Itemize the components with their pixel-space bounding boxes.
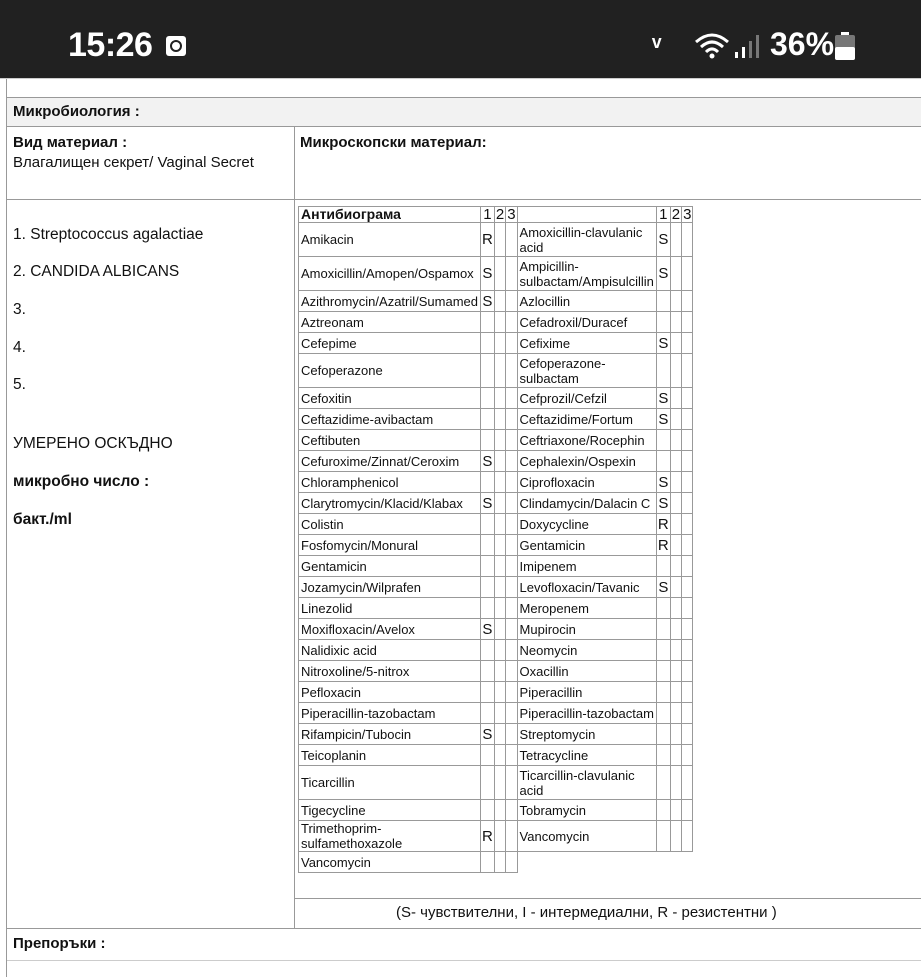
table-row — [299, 223, 693, 257]
result-cell — [481, 852, 495, 873]
result-cell — [670, 577, 681, 598]
antibiotic-name: Ticarcillin-clavulanic acid — [517, 766, 656, 800]
table-row — [299, 619, 693, 640]
result-cell: S — [482, 452, 493, 470]
antibiotic-name: Trimethoprim-sulfamethoxazole — [299, 821, 481, 852]
result-cell — [481, 388, 495, 409]
result-cell: S — [482, 494, 493, 512]
result-cell — [494, 514, 505, 535]
result-cell — [506, 640, 517, 661]
mute-icon: ᵛ — [652, 30, 662, 60]
material-value: Влагалищен секрет/ Vaginal Secret — [13, 154, 254, 171]
table-row — [299, 257, 693, 291]
divider — [294, 898, 921, 899]
table-row — [299, 661, 693, 682]
result-cell: S — [481, 257, 495, 291]
result-cell — [506, 682, 517, 703]
result-cell — [494, 852, 505, 873]
antibiotic-name: Cefprozil/Cefzil — [517, 388, 656, 409]
result-cell — [656, 703, 670, 724]
result-cell — [682, 535, 693, 556]
antibiotic-name: Gentamicin — [517, 535, 656, 556]
divider — [294, 126, 295, 200]
result-cell — [682, 724, 693, 745]
table-row — [299, 409, 693, 430]
result-cell — [670, 257, 681, 291]
table-row — [299, 388, 693, 409]
result-cell — [670, 556, 681, 577]
result-cell — [682, 821, 693, 852]
result-cell — [506, 619, 517, 640]
result-cell — [481, 333, 495, 354]
divider — [294, 200, 295, 928]
antibiotic-name: Pefloxacin — [299, 682, 481, 703]
table-row — [299, 766, 693, 800]
table-row — [299, 430, 693, 451]
result-cell — [682, 556, 693, 577]
table-row — [299, 640, 693, 661]
result-cell — [494, 661, 505, 682]
result-cell — [670, 745, 681, 766]
antibiotic-name: Ceftazidime/Fortum — [517, 409, 656, 430]
antibiotic-name: Meropenem — [517, 598, 656, 619]
result-cell — [670, 514, 681, 535]
result-cell — [682, 640, 693, 661]
antibiotic-name: Amoxicillin-clavulanic acid — [517, 223, 656, 257]
table-row — [299, 852, 693, 873]
table-row — [299, 800, 693, 821]
status-bar — [0, 0, 921, 78]
table-row — [299, 493, 693, 514]
table-row — [299, 745, 693, 766]
result-cell — [506, 577, 517, 598]
result-cell — [494, 223, 505, 257]
table-row — [299, 451, 693, 472]
result-cell — [481, 800, 495, 821]
material-label: Вид материал : — [13, 134, 128, 151]
result-cell: S — [482, 620, 493, 638]
antibiotic-name: Neomycin — [517, 640, 656, 661]
column-header: 1 — [656, 207, 670, 223]
antibiotic-name: Vancomycin — [517, 821, 656, 852]
result-cell — [656, 682, 670, 703]
lab-report — [0, 78, 921, 977]
result-cell — [656, 430, 670, 451]
result-cell — [682, 514, 693, 535]
result-cell — [506, 535, 517, 556]
count-label: микробно число : — [13, 473, 150, 490]
result-cell — [481, 598, 495, 619]
antibiotic-name: Cefepime — [299, 333, 481, 354]
result-cell — [494, 472, 505, 493]
antibiotic-name: Cefuroxime/Zinnat/Ceroxim — [299, 451, 481, 472]
result-cell: R — [481, 821, 495, 852]
result-cell: S — [658, 494, 669, 512]
result-cell — [682, 430, 693, 451]
result-cell — [494, 409, 505, 430]
result-cell — [494, 724, 505, 745]
result-cell — [656, 556, 670, 577]
result-cell — [481, 640, 495, 661]
result-cell — [494, 388, 505, 409]
microbiology-header — [7, 97, 921, 127]
result-cell — [481, 514, 495, 535]
list-item: 1. Streptococcus agalactiae — [13, 226, 204, 243]
result-cell — [506, 745, 517, 766]
antibiotic-name: Ceftibuten — [299, 430, 481, 451]
result-cell — [481, 745, 495, 766]
antibiotic-name: Piperacillin — [517, 682, 656, 703]
result-cell — [656, 640, 670, 661]
table-row — [299, 821, 693, 852]
result-cell — [656, 724, 670, 745]
result-cell — [494, 451, 505, 472]
antibiotic-name: Amikacin — [299, 223, 481, 257]
result-cell — [506, 388, 517, 409]
antibiotic-name: Fosfomycin/Monural — [299, 535, 481, 556]
result-cell — [481, 312, 495, 333]
table-row — [299, 354, 693, 388]
antibiotic-name — [517, 852, 656, 873]
antibiotic-name: Aztreonam — [299, 312, 481, 333]
result-cell — [670, 724, 681, 745]
antibiotic-name: Levofloxacin/Tavanic — [517, 577, 656, 598]
column-header: 2 — [671, 206, 681, 223]
result-cell — [494, 821, 505, 852]
result-cell — [506, 661, 517, 682]
result-cell — [494, 556, 505, 577]
microbiology-title: Микробиология : — [13, 103, 140, 120]
result-cell: R — [657, 515, 669, 533]
result-cell — [656, 766, 670, 800]
battery-percent: 36% — [770, 26, 835, 62]
result-cell — [494, 619, 505, 640]
table-row — [299, 312, 693, 333]
result-cell — [481, 472, 495, 493]
result-cell — [481, 703, 495, 724]
result-cell: S — [658, 334, 669, 352]
table-row — [299, 472, 693, 493]
antibiogram-title: Антибиограма — [299, 207, 481, 223]
result-cell — [682, 409, 693, 430]
status-time: 15:26 — [68, 26, 153, 64]
result-cell — [682, 577, 693, 598]
result-cell — [670, 354, 681, 388]
result-cell — [494, 703, 505, 724]
result-cell — [506, 724, 517, 745]
result-cell — [494, 333, 505, 354]
antibiotic-name: Ceftriaxone/Rocephin — [517, 430, 656, 451]
result-cell — [682, 619, 693, 640]
antibiotic-name: Cefadroxil/Duracef — [517, 312, 656, 333]
result-cell — [656, 312, 670, 333]
antibiotic-name: Azithromycin/Azatril/Sumamed — [299, 291, 481, 312]
result-cell — [494, 257, 505, 291]
antibiotic-name: Tobramycin — [517, 800, 656, 821]
result-cell: R — [481, 223, 495, 257]
result-cell — [682, 800, 693, 821]
result-cell: S — [656, 223, 670, 257]
result-cell — [656, 821, 670, 852]
result-cell: S — [658, 473, 669, 491]
result-cell — [670, 223, 681, 257]
result-cell — [670, 703, 681, 724]
result-cell: R — [657, 536, 669, 554]
table-row — [299, 514, 693, 535]
recommendations-label: Препоръки : — [13, 935, 106, 952]
result-cell — [656, 619, 670, 640]
result-cell — [682, 388, 693, 409]
result-cell — [670, 598, 681, 619]
antibiotic-name: Nalidixic acid — [299, 640, 481, 661]
result-cell — [494, 745, 505, 766]
antibiotic-name: Mupirocin — [517, 619, 656, 640]
result-cell — [506, 800, 517, 821]
antibiotic-name: Rifampicin/Tubocin — [299, 724, 481, 745]
antibiogram-table — [298, 206, 693, 873]
divider — [0, 78, 921, 79]
result-cell — [481, 409, 495, 430]
antibiotic-name: Amoxicillin/Amopen/Ospamox — [299, 257, 481, 291]
result-cell — [682, 766, 693, 800]
result-cell — [670, 291, 681, 312]
antibiotic-name: Vancomycin — [299, 852, 481, 873]
table-row — [299, 291, 693, 312]
left-border — [6, 78, 7, 977]
result-cell — [682, 703, 693, 724]
antibiotic-name: Ticarcillin — [299, 766, 481, 800]
wifi-icon — [692, 30, 732, 60]
table-row — [299, 577, 693, 598]
result-cell — [656, 598, 670, 619]
result-cell — [494, 766, 505, 800]
result-cell — [481, 766, 495, 800]
antibiotic-name: Ampicillin-sulbactam/Ampisulcillin — [517, 257, 656, 291]
result-cell — [682, 291, 693, 312]
table-row — [299, 724, 693, 745]
quantity-text: УМЕРЕНО ОСКЪДНО — [13, 435, 173, 452]
antibiotic-name: Gentamicin — [299, 556, 481, 577]
antibiotic-name: Moxifloxacin/Avelox — [299, 619, 481, 640]
table-row — [299, 556, 693, 577]
result-cell — [682, 223, 693, 257]
result-cell — [506, 223, 517, 257]
result-cell — [656, 800, 670, 821]
result-cell — [670, 388, 681, 409]
antibiotic-name: Piperacillin-tazobactam — [517, 703, 656, 724]
list-item: 4. — [13, 339, 26, 356]
result-cell — [506, 598, 517, 619]
antibiotic-name: Teicoplanin — [299, 745, 481, 766]
list-item: 3. — [13, 301, 26, 318]
column-header: 1 — [481, 207, 495, 223]
antibiotic-name: Ciprofloxacin — [517, 472, 656, 493]
list-item: 2. CANDIDA ALBICANS — [13, 263, 180, 280]
result-cell — [682, 451, 693, 472]
result-cell — [494, 493, 505, 514]
result-cell: S — [658, 410, 669, 428]
result-cell: S — [482, 725, 493, 743]
antibiotic-name: Tigecycline — [299, 800, 481, 821]
antibiotic-name: Oxacillin — [517, 661, 656, 682]
table-header-row — [299, 207, 693, 223]
result-cell — [682, 682, 693, 703]
result-cell — [670, 682, 681, 703]
result-cell — [656, 852, 670, 873]
result-cell: S — [656, 257, 670, 291]
result-cell — [670, 312, 681, 333]
antibiotic-name: Linezolid — [299, 598, 481, 619]
result-cell — [682, 493, 693, 514]
legend-text: (S- чувствителни, I - интермедиални, R - резистентни ) — [396, 904, 777, 921]
result-cell — [506, 514, 517, 535]
result-cell — [494, 312, 505, 333]
result-cell — [481, 661, 495, 682]
antibiotic-name: Colistin — [299, 514, 481, 535]
result-cell — [670, 800, 681, 821]
result-cell — [506, 493, 517, 514]
result-cell — [670, 409, 681, 430]
antibiotic-name: Doxycycline — [517, 514, 656, 535]
table-row — [299, 682, 693, 703]
column-header: 3 — [683, 206, 692, 223]
table-row — [299, 598, 693, 619]
result-cell — [506, 257, 517, 291]
result-cell — [506, 451, 517, 472]
result-cell — [682, 661, 693, 682]
result-cell — [670, 472, 681, 493]
result-cell — [481, 354, 495, 388]
result-cell — [494, 682, 505, 703]
result-cell — [682, 312, 693, 333]
result-cell — [670, 619, 681, 640]
microscopy-label: Микроскопски материал: — [300, 134, 487, 151]
result-cell — [494, 598, 505, 619]
column-header: 3 — [507, 206, 516, 223]
antibiotic-name: Nitroxoline/5-nitrox — [299, 661, 481, 682]
list-item: 5. — [13, 376, 26, 393]
antibiotic-name: Cefoxitin — [299, 388, 481, 409]
result-cell — [481, 682, 495, 703]
result-cell — [506, 852, 517, 873]
result-cell — [506, 821, 517, 852]
result-cell — [656, 661, 670, 682]
result-cell — [670, 493, 681, 514]
antibiotic-name: Ceftazidime-avibactam — [299, 409, 481, 430]
result-cell — [481, 430, 495, 451]
result-cell — [682, 333, 693, 354]
table-row — [299, 333, 693, 354]
result-cell — [656, 745, 670, 766]
result-cell — [656, 451, 670, 472]
result-cell — [656, 354, 670, 388]
antibiotic-name: Clarytromycin/Klacid/Klabax — [299, 493, 481, 514]
result-cell — [494, 430, 505, 451]
result-cell: S — [482, 292, 493, 310]
antibiogram-body — [299, 223, 693, 873]
result-cell — [670, 333, 681, 354]
antibiotic-name: Jozamycin/Wilprafen — [299, 577, 481, 598]
result-cell — [670, 766, 681, 800]
unit-label: бакт./ml — [13, 511, 72, 528]
result-cell — [682, 472, 693, 493]
result-cell: S — [658, 578, 669, 596]
antibiotic-name: Chloramphenicol — [299, 472, 481, 493]
result-cell — [494, 354, 505, 388]
divider — [7, 960, 921, 961]
antibiotic-name: Cefoperazone-sulbactam — [517, 354, 656, 388]
result-cell — [670, 821, 681, 852]
result-cell — [670, 852, 681, 873]
battery-icon — [834, 32, 856, 60]
result-cell — [670, 661, 681, 682]
result-cell — [506, 291, 517, 312]
antibiotic-name: Clindamycin/Dalacin C — [517, 493, 656, 514]
result-cell — [506, 333, 517, 354]
antibiotic-name: Cefoperazone — [299, 354, 481, 388]
clock-icon — [166, 36, 186, 56]
result-cell — [494, 640, 505, 661]
result-cell — [481, 535, 495, 556]
result-cell — [682, 745, 693, 766]
result-cell — [682, 598, 693, 619]
result-cell — [670, 640, 681, 661]
result-cell — [494, 577, 505, 598]
antibiotic-name: Piperacillin-tazobactam — [299, 703, 481, 724]
result-cell — [506, 472, 517, 493]
result-cell — [506, 354, 517, 388]
table-row — [299, 535, 693, 556]
result-cell — [494, 800, 505, 821]
antibiotic-name: Cephalexin/Ospexin — [517, 451, 656, 472]
antibiotic-name: Cefixime — [517, 333, 656, 354]
result-cell — [670, 430, 681, 451]
result-cell — [494, 291, 505, 312]
result-cell — [506, 430, 517, 451]
table-row — [299, 703, 693, 724]
column-header: 2 — [495, 206, 505, 223]
result-cell — [682, 852, 693, 873]
antibiotic-name: Imipenem — [517, 556, 656, 577]
divider — [7, 928, 921, 929]
result-cell — [670, 535, 681, 556]
antibiotic-name: Tetracycline — [517, 745, 656, 766]
result-cell — [494, 535, 505, 556]
antibiotic-name: Streptomycin — [517, 724, 656, 745]
result-cell — [506, 703, 517, 724]
result-cell — [506, 556, 517, 577]
result-cell — [481, 556, 495, 577]
result-cell — [682, 257, 693, 291]
signal-icon — [734, 34, 760, 58]
antibiotic-name: Azlocillin — [517, 291, 656, 312]
divider — [7, 199, 921, 200]
result-cell — [506, 766, 517, 800]
result-cell — [481, 577, 495, 598]
column-header-blank — [517, 207, 656, 223]
result-cell — [506, 409, 517, 430]
result-cell — [682, 354, 693, 388]
result-cell: S — [658, 389, 669, 407]
result-cell — [656, 291, 670, 312]
result-cell — [506, 312, 517, 333]
result-cell — [670, 451, 681, 472]
